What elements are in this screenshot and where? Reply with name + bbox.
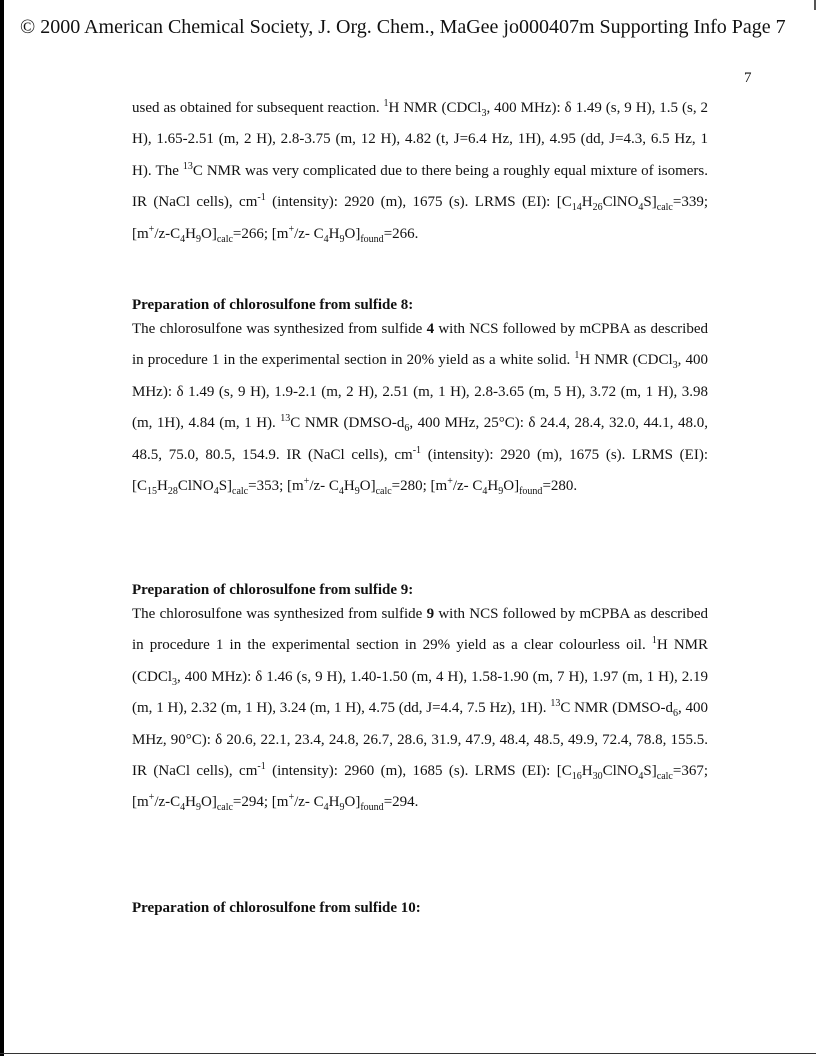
section-heading-sulfide-10: Preparation of chlorosulfone from sulfide 10: bbox=[132, 900, 421, 916]
section-heading-sulfide-8: Preparation of chlorosulfone from sulfide 8: bbox=[132, 297, 414, 313]
section-heading-sulfide-9: Preparation of chlorosulfone from sulfide 9: bbox=[132, 582, 414, 598]
scan-bottom-border bbox=[0, 1053, 816, 1054]
paragraph-continued: used as obtained for subsequent reaction. $^1$H NMR (CDCl$_3$, 400 MHz): δ 1.49 (s, 9 H), 1.5 (s, 2 H), 1.65-2.51 (m, 2 H), 2.8-3.75 (m, 12 H), 4.82 (t, J=6.4 Hz, 1H), 4.95 (dd, J=4.3, 6.5 Hz, 1 H). The $^{13}$C NMR was very complicated due to there being a roughly equal mixture of isomers. IR (NaCl cells), $cm^{-1}$ (intensity): 2920 (m), 1675 (s). LRMS (EI): $[C_{14}H_{26}ClNO_4S]_{calc}=339$; $[m^+/z-C_4H_9O]_{calc}=266$; [m+/z- $C_4H_9O]_{found}=266$. bbox=[132, 98, 709, 245]
section-9-paragraph: The chlorosulfone was synthesized from sulfide 9 with NCS followed by mCPBA as described in procedure 1 in the experimental section in 29% yield as a clear colourless oil. $^1$H NMR (CDCl$_3$, 400 MHz): δ 1.46 (s, 9 H), 1.40-1.50 (m, 4 H), 1.58-1.90 (m, 7 H), 1.97 (m, 1 H), 2.19 (m, 1 H), 2.32 (m, 1 H), 3.24 (m, 1 H), 4.75 (dd, J=4.4, 7.5 Hz), 1H). $^{13}$C NMR ($DMSO-d_6$, 400 MHz, 90°C): δ 20.6, 22.1, 23.4, 24.8, 26.7, 28.6, 31.9, 47.9, 48.4, 48.5, 49.9, 72.4, 78.8, 155.5. IR (NaCl cells), $cm^{-1}$ (intensity): 2960 (m), 1685 (s). LRMS (EI): $[C_{16}H_{30}ClNO_4S]_{calc}=367$; $[m^+/z-C_4H_9O]_{calc}=294$; [m+/z- $C_4H_9O]_{found}=294$. bbox=[132, 606, 709, 814]
page-header: © 2000 American Chemical Society, J. Org. Chem., MaGee jo000407m Supporting Info Page 7 bbox=[20, 16, 786, 38]
scan-left-border bbox=[0, 0, 4, 1056]
section-8-paragraph: The chlorosulfone was synthesized from sulfide 4 with NCS followed by mCPBA as described in procedure 1 in the experimental section in 20% yield as a white solid. $^1$H NMR (CDCl$_3$, 400 MHz): δ 1.49 (s, 9 H), 1.9-2.1 (m, 2 H), 2.51 (m, 1 H), 2.8-3.65 (m, 5 H), 3.72 (m, 1 H), 3.98 (m, 1H), 4.84 (m, 1 H). $^{13}$C NMR ($DMSO-d_6$, 400 MHz, 25°C): δ 24.4, 28.4, 32.0, 44.1, 48.0, 48.5, 75.0, 80.5, 154.9. IR (NaCl cells), $cm^{-1}$ (intensity): 2920 (m), 1675 (s). LRMS (EI): $[C_{15}H_{28}ClNO_4S]_{calc}=353$; [m+/z- $C_4H_9O]_{calc}=280$; [m+/z- $C_4H_9O]_{found}=280$. bbox=[132, 321, 709, 498]
page-number: 7 bbox=[744, 70, 752, 86]
